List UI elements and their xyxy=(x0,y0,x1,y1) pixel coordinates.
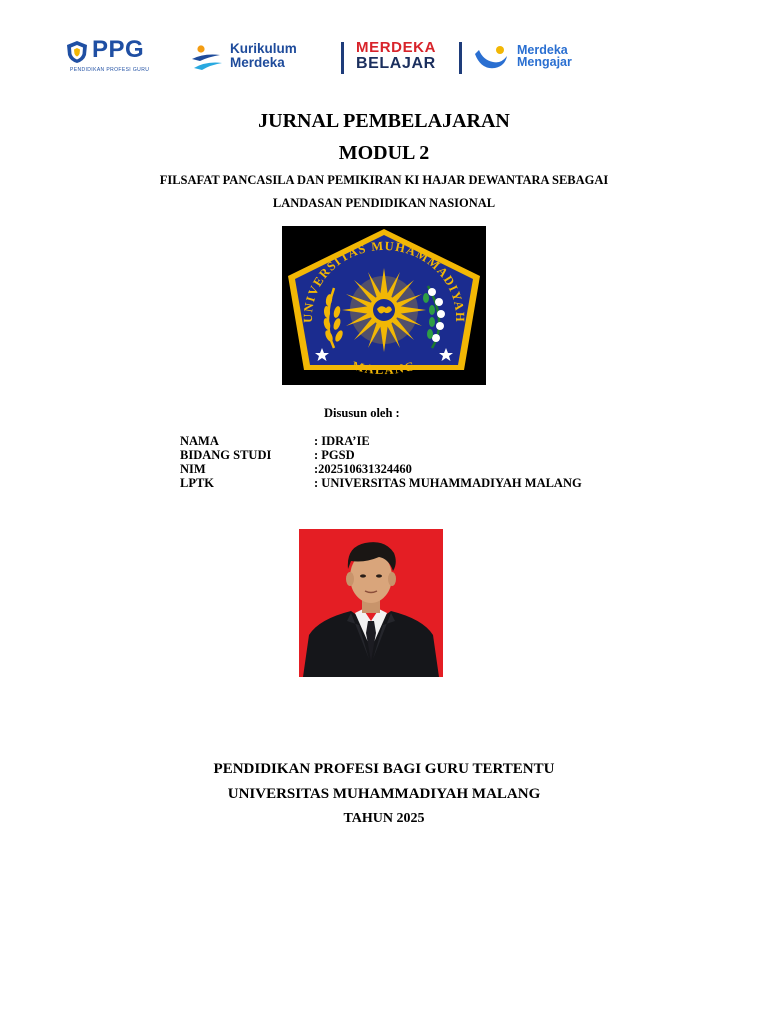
author-info xyxy=(180,434,582,490)
merdeka-belajar-line1: MERDEKA xyxy=(356,39,437,56)
nim-value: :202510631324460 xyxy=(314,462,412,476)
lptk-label: LPTK xyxy=(180,476,215,490)
kurikulum-text: Kurikulum xyxy=(230,41,297,56)
merdeka-mengajar-logo xyxy=(473,42,613,78)
module-subtitle-line2: LANDASAN PENDIDIKAN NASIONAL xyxy=(272,196,496,210)
merdeka-mengajar-line1: Merdeka xyxy=(517,43,568,57)
logo-divider xyxy=(341,42,344,74)
ppg-shield-icon xyxy=(66,40,88,64)
name-label: NAMA xyxy=(180,434,219,448)
document-title: JURNAL PEMBELAJARAN xyxy=(258,110,510,132)
nim-label: NIM xyxy=(180,462,206,476)
author-heading: Disusun oleh : xyxy=(324,406,400,420)
merdeka-text: Merdeka xyxy=(230,55,285,70)
portrait-image xyxy=(299,529,443,677)
ppg-logo-text: PPG xyxy=(92,36,145,63)
author-photo xyxy=(299,529,443,677)
merdeka-mengajar-mark-icon xyxy=(473,44,509,74)
author-field-row xyxy=(180,448,582,462)
module-title: MODUL 2 xyxy=(338,142,430,164)
lptk-value: : UNIVERSITAS MUHAMMADIYAH MALANG xyxy=(314,476,582,490)
logo-divider xyxy=(459,42,462,74)
ppg-logo-subtitle: PENDIDIKAN PROFESI GURU xyxy=(70,67,150,73)
kurikulum-merdeka-logo xyxy=(190,42,330,78)
author-field-row xyxy=(180,462,582,476)
kurikulum-merdeka-mark-icon xyxy=(190,44,224,74)
emblem-top-text: UNIVERSITAS MUHAMMADIYAH xyxy=(300,238,468,323)
university-emblem xyxy=(282,226,486,385)
merdeka-mengajar-line2: Mengajar xyxy=(517,55,572,69)
merdeka-belajar-logo xyxy=(356,40,456,80)
field-of-study-value: : PGSD xyxy=(314,448,355,462)
ppg-logo xyxy=(66,38,166,80)
program-name: PENDIDIKAN PROFESI BAGI GURU TERTENTU xyxy=(213,761,555,777)
field-of-study-label: BIDANG STUDI xyxy=(180,448,272,462)
institution-name: UNIVERSITAS MUHAMMADIYAH MALANG xyxy=(227,786,541,802)
logo-banner xyxy=(62,24,682,90)
name-value: : IDRA’IE xyxy=(314,434,370,448)
merdeka-belajar-line2: BELAJAR xyxy=(356,55,436,72)
author-field-row xyxy=(180,476,582,490)
emblem-bottom-text: MALANG xyxy=(350,358,418,378)
year: TAHUN 2025 xyxy=(343,811,425,826)
module-subtitle-line1: FILSAFAT PANCASILA DAN PEMIKIRAN KI HAJAR DEWANTARA SEBAGAI xyxy=(159,173,609,187)
author-field-row xyxy=(180,434,582,448)
university-emblem-icon xyxy=(282,226,486,385)
